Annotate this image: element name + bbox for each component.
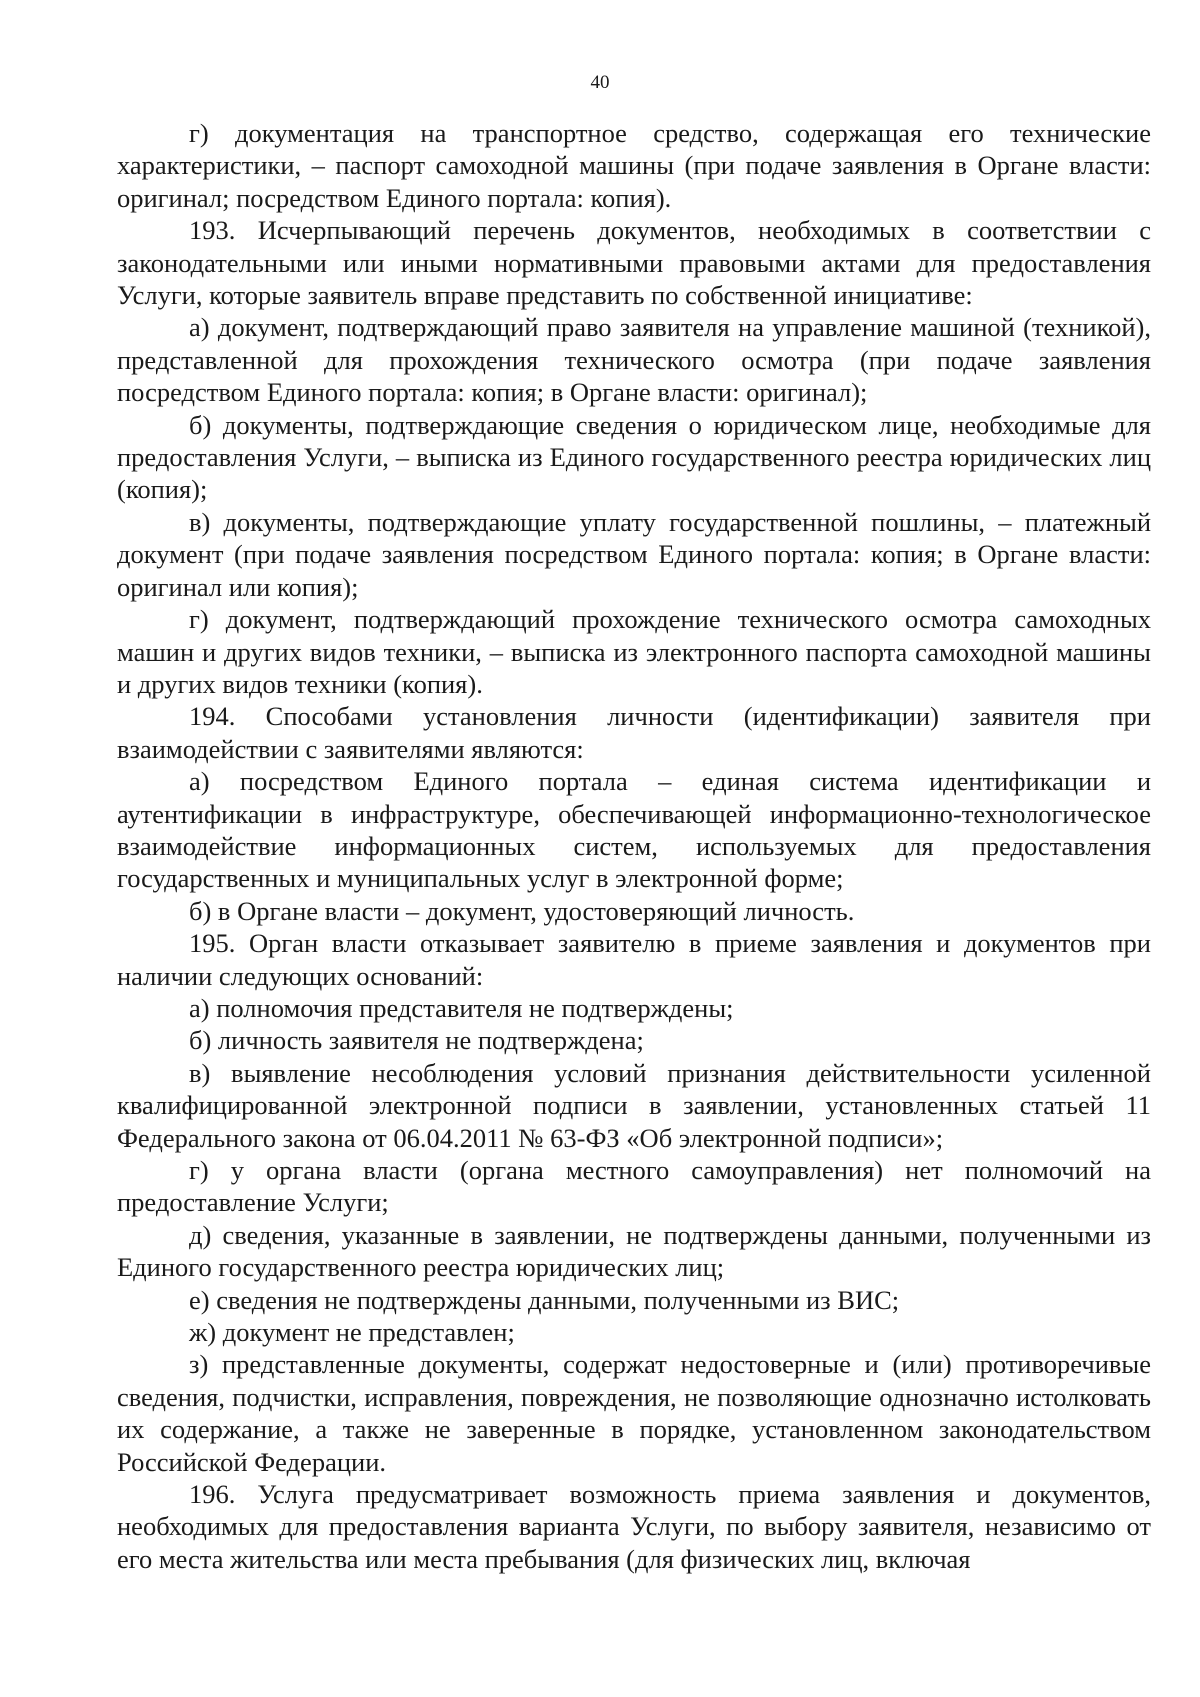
paragraph-194-a: а) посредством Единого портала – единая система идентификации и аутентификации в инфраструктуре, обеспечивающей информационно-технологическое взаимодействие информационных систем, используемых для предоставления государственных и муниципальных услуг в электронной форме; bbox=[117, 766, 1151, 894]
paragraph-195-b: б) личность заявителя не подтверждена; bbox=[189, 1025, 644, 1056]
page-number: 40 bbox=[590, 72, 610, 93]
paragraph-195-zh: ж) документ не представлен; bbox=[189, 1317, 515, 1348]
paragraph-194: 194. Способами установления личности (идентификации) заявителя при взаимодействии с заявителями являются: bbox=[117, 701, 1151, 764]
paragraph-195-g: г) у органа власти (органа местного самоуправления) нет полномочий на предоставление Услуги; bbox=[117, 1155, 1151, 1218]
paragraph-193-a: а) документ, подтверждающий право заявителя на управление машиной (техникой), представленной для прохождения технического осмотра (при подаче заявления посредством Единого портала: копия; в Органе власти: оригинал); bbox=[117, 312, 1151, 408]
paragraph-193-g: г) документ, подтверждающий прохождение технического осмотра самоходных машин и других видов техники, – выписка из электронного паспорта самоходной машины и других видов техники (копия). bbox=[117, 604, 1151, 699]
paragraph-195-z: з) представленные документы, содержат недостоверные и (или) противоречивые сведения, подчистки, исправления, повреждения, не позволяющие однозначно истолковать их содержание, а также не заверенные в порядке, установленном законодательством Российской Федерации. bbox=[117, 1349, 1151, 1477]
paragraph-item-g-vehicle-docs: г) документация на транспортное средство, содержащая его технические характеристики, – паспорт самоходной машины (при подаче заявления в Органе власти: оригинал; посредством Единого портала: копия). bbox=[117, 118, 1151, 213]
paragraph-194-b: б) в Органе власти – документ, удостоверяющий личность. bbox=[189, 895, 855, 926]
document-body bbox=[117, 117, 1151, 1575]
paragraph-195-e: е) сведения не подтверждены данными, полученными из ВИС; bbox=[189, 1284, 900, 1315]
paragraph-195-v: в) выявление несоблюдения условий признания действительности усиленной квалифицированной электронной подписи в заявлении, установленных статьей 11 Федерального закона от 06.04.2011 № 63-ФЗ «Об электронной подписи»; bbox=[117, 1057, 1151, 1153]
paragraph-193-b: б) документы, подтверждающие сведения о юридическом лице, необходимые для предоставления Услуги, – выписка из Единого государственного реестра юридических лиц (копия); bbox=[117, 409, 1151, 505]
paragraph-195-a: а) полномочия представителя не подтверждены; bbox=[189, 992, 734, 1023]
paragraph-195-d: д) сведения, указанные в заявлении, не подтверждены данными, полученными из Единого государственного реестра юридических лиц; bbox=[117, 1219, 1151, 1283]
paragraph-196: 196. Услуга предусматривает возможность приема заявления и документов, необходимых для предоставления варианта Услуги, по выбору заявителя, независимо от его места жительства или места пребывания (для физических лиц, включая bbox=[117, 1479, 1151, 1574]
paragraph-195: 195. Орган власти отказывает заявителю в приеме заявления и документов при наличии следующих оснований: bbox=[117, 928, 1151, 991]
paragraph-193-v: в) документы, подтверждающие уплату государственной пошлины, – платежный документ (при подаче заявления посредством Единого портала: копия; в Органе власти: оригинал или копия); bbox=[117, 506, 1151, 602]
paragraph-193: 193. Исчерпывающий перечень документов, необходимых в соответствии с законодательными или иными нормативными правовыми актами для предоставления Услуги, которые заявитель вправе представить по собственной инициативе: bbox=[117, 215, 1151, 311]
